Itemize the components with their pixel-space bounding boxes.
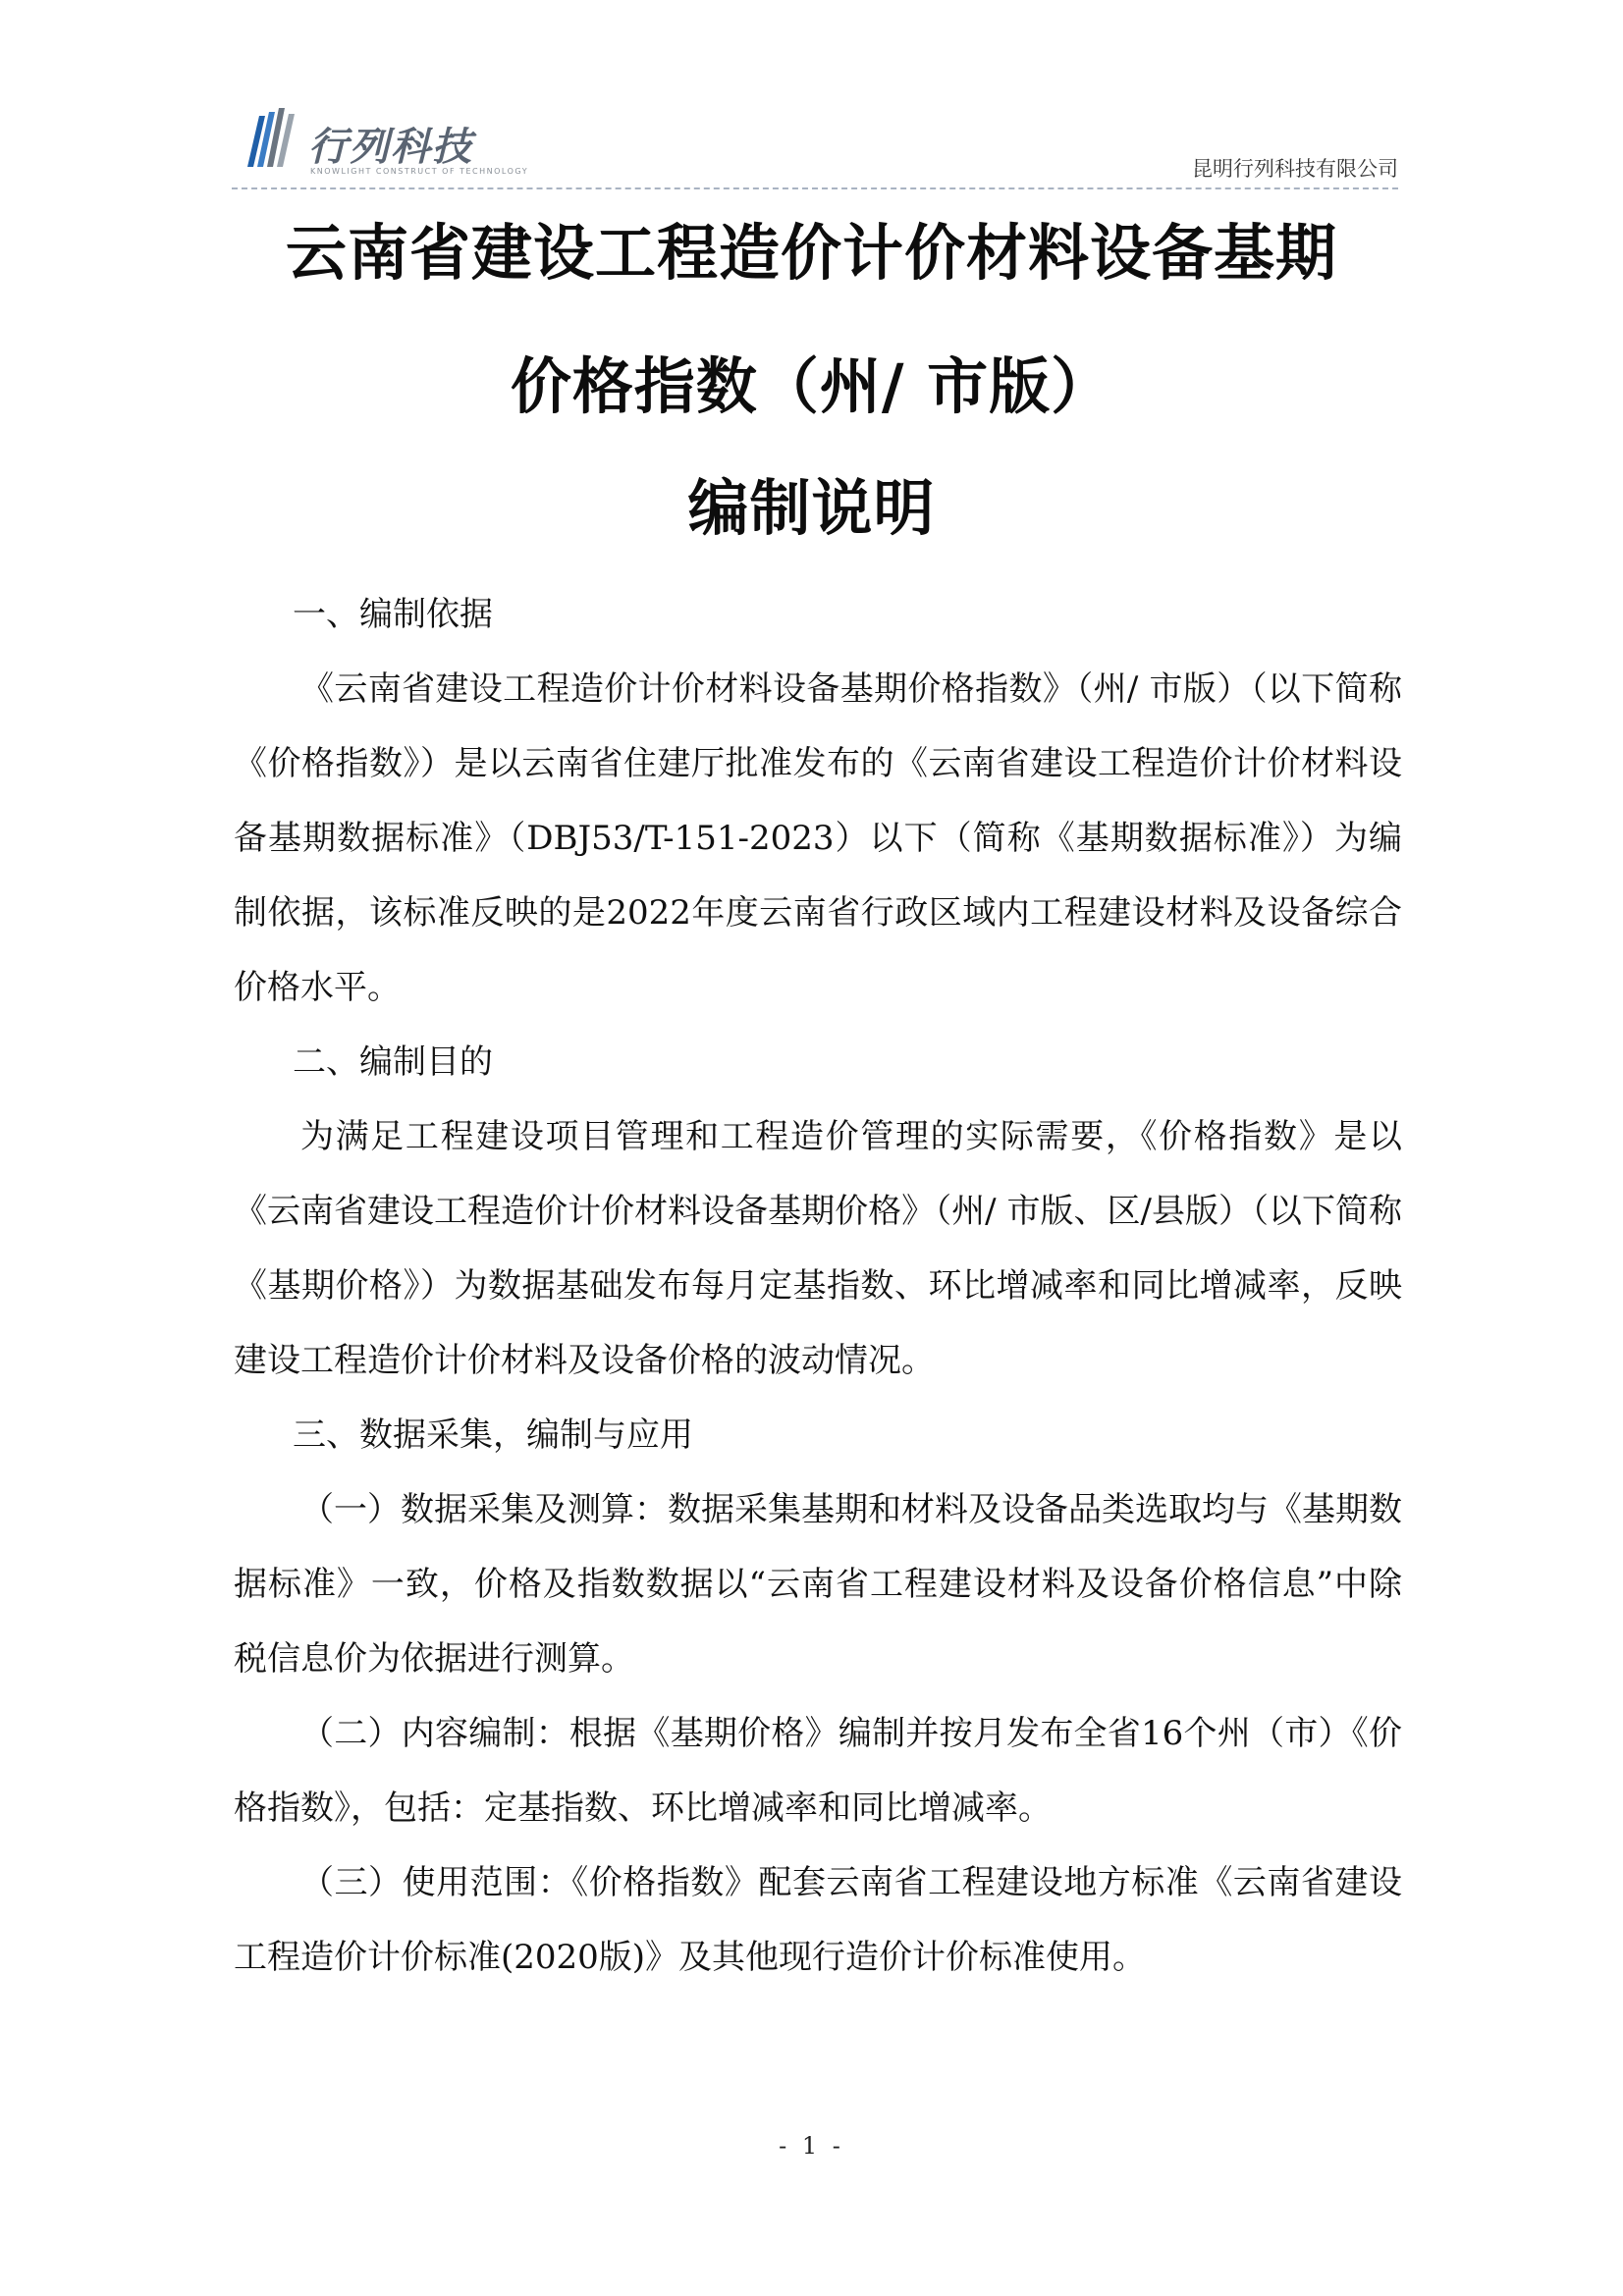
logo-text: 行列科技 [308, 125, 473, 170]
purpose-paragraph: 为满足工程建设项目管理和工程造价管理的实际需要，《价格指数》是以《云南省建设工程造价计价材料设备基期价格》（州/ 市版、区/县版）（以下简称《基期价格》）为数据基础发布每月定基指数、环比增减率和同比增减率，反映建设工程造价计价材料及设备价格的波动情况。 [234, 1117, 1402, 1380]
document-subtitle: 编制说明 [687, 472, 936, 544]
page-number: - 1 - [779, 2132, 844, 2160]
section-heading-basis: 一、编制依据 [293, 595, 493, 634]
document-title-line-2: 价格指数（州/ 市版） [510, 350, 1113, 422]
company-name: 昆明行列科技有限公司 [1192, 157, 1398, 181]
document-title-line-1: 云南省建设工程造价计价材料设备基期 [285, 217, 1337, 289]
usage-scope-paragraph: （三）使用范围：《价格指数》配套云南省工程建设地方标准《云南省建设工程造价计价标准(2020版)》及其他现行造价计价标准使用。 [234, 1863, 1402, 1977]
document-body [234, 577, 1402, 1995]
page-header [232, 98, 1398, 188]
header-divider [232, 187, 1398, 189]
logo-stripes-icon [245, 108, 304, 169]
content-compilation-paragraph: （二）内容编制：根据《基期价格》编制并按月发布全省16个州（市）《价格指数》，包括：定基指数、环比增减率和同比增减率。 [234, 1714, 1402, 1828]
section-heading-purpose: 二、编制目的 [293, 1042, 493, 1082]
basis-paragraph: 《云南省建设工程造价计价材料设备基期价格指数》（州/ 市版）（以下简称《价格指数》）是以云南省住建厅批准发布的《云南省建设工程造价计价材料设备基期数据标准》（DBJ53/T-151-2023）以下（简称《基期数据标准》）为编制依据，该标准反映的是2022年度云南省行政区域内工程建设材料及设备综合价格水平。 [234, 669, 1402, 1007]
section-heading-data: 三、数据采集，编制与应用 [293, 1415, 693, 1455]
logo-tagline: KNOWLIGHT CONSTRUCT OF TECHNOLOGY [310, 167, 529, 176]
data-collection-paragraph: （一）数据采集及测算：数据采集基期和材料及设备品类选取均与《基期数据标准》一致，价格及指数数据以“云南省工程建设材料及设备价格信息”中除税信息价为依据进行测算。 [234, 1490, 1402, 1679]
